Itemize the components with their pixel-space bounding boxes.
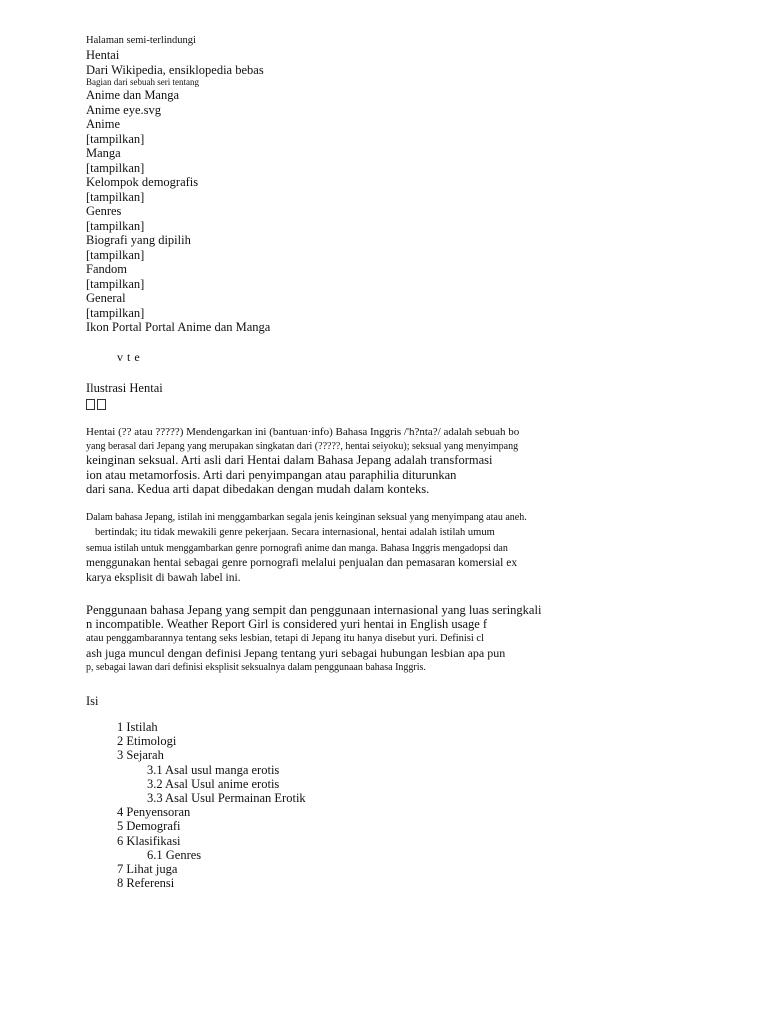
page-title: Hentai xyxy=(86,48,120,62)
series-image-label[interactable]: Anime eye.svg xyxy=(86,102,161,117)
toc-subitem[interactable]: 3.3 Asal Usul Permainan Erotik xyxy=(147,791,306,806)
missing-glyph-icon xyxy=(86,397,746,411)
toc-item[interactable]: 8 Referensi xyxy=(117,876,175,891)
group-label-general: General xyxy=(86,291,126,305)
series-title[interactable]: Anime dan Manga xyxy=(86,88,180,102)
group-label-genres: Genres xyxy=(86,204,122,218)
illustration-caption: Ilustrasi Hentai xyxy=(86,380,163,395)
paragraph-usage xyxy=(86,510,746,586)
vte-talk-link[interactable]: t xyxy=(127,349,131,364)
toggle-biografi[interactable]: [tampilkan] xyxy=(86,247,145,262)
group-label-anime: Anime xyxy=(86,117,121,131)
series-note: Bagian dari sebuah seri tentang xyxy=(86,77,199,87)
text-line: bertindak; itu tidak mewakili genre pekerjaan. Secara internasional, hentai adalah istilah umum xyxy=(95,526,495,538)
toggle-demografis[interactable]: [tampilkan] xyxy=(86,189,145,204)
vte-edit-link[interactable]: e xyxy=(134,349,140,364)
toc-item[interactable]: 1 Istilah xyxy=(117,720,158,734)
toc-item[interactable]: 6 Klasifikasi xyxy=(117,833,181,848)
text-line: yang berasal dari Jepang yang merupakan singkatan dari (?????, hentai seiyoku); seksual yang menyimpang xyxy=(86,441,519,452)
missing-glyph-box xyxy=(86,399,95,410)
toggle-fandom[interactable]: [tampilkan] xyxy=(86,276,145,291)
text-line: Dalam bahasa Jepang, istilah ini menggambarkan segala jenis keinginan seksual yang menyimpang atau aneh. xyxy=(86,511,527,523)
toggle-genres[interactable]: [tampilkan] xyxy=(86,218,145,233)
text-line: keinginan seksual. Arti asli dari Hentai dalam Bahasa Jepang adalah transformasi xyxy=(86,453,493,467)
toc-subitem[interactable]: 6.1 Genres xyxy=(147,847,202,862)
paragraph-international xyxy=(86,603,746,674)
toc-item[interactable]: 2 Etimologi xyxy=(117,734,177,749)
text-line: Penggunaan bahasa Jepang yang sempit dan penggunaan internasional yang luas seringkali xyxy=(86,602,542,617)
group-label-demografis: Kelompok demografis xyxy=(86,175,199,189)
article-page xyxy=(86,34,746,890)
text-line: ion atau metamorfosis. Arti dari penyimpangan atau paraphilia diturunkan xyxy=(86,467,457,482)
vte-view-link[interactable]: v xyxy=(117,349,123,364)
paragraph-intro xyxy=(86,425,746,497)
vte-links xyxy=(86,350,746,364)
toc-item[interactable]: 3 Sejarah xyxy=(117,748,164,763)
toggle-general[interactable]: [tampilkan] xyxy=(86,305,145,320)
text-line: ash juga muncul dengan definisi Jepang tentang yuri sebagai hubungan lesbian apa pun xyxy=(86,645,506,660)
group-label-fandom: Fandom xyxy=(86,262,127,276)
toc-item[interactable]: 4 Penyensoran xyxy=(117,805,191,820)
toggle-anime[interactable]: [tampilkan] xyxy=(86,131,145,146)
illustration xyxy=(86,381,746,412)
table-of-contents xyxy=(86,720,746,890)
text-line: karya eksplisit di bawah label ini. xyxy=(86,571,241,584)
toc-item[interactable]: 7 Lihat juga xyxy=(117,862,178,877)
text-line: atau penggambarannya tentang seks lesbian, tetapi di Jepang itu hanya disebut yuri. Definisi cl xyxy=(86,632,485,644)
group-label-biografi: Biografi yang dipilih xyxy=(86,233,191,247)
toc-subitem[interactable]: 3.1 Asal usul manga erotis xyxy=(147,762,280,777)
missing-glyph-box xyxy=(97,399,106,410)
group-label-manga: Manga xyxy=(86,146,121,160)
toc-title: Isi xyxy=(86,693,99,708)
text-line: dari sana. Kedua arti dapat dibedakan dengan mudah dalam konteks. xyxy=(86,482,430,496)
text-line: p, sebagai lawan dari definisi eksplisit seksualnya dalam penggunaan bahasa Inggris. xyxy=(86,661,426,673)
toggle-manga[interactable]: [tampilkan] xyxy=(86,160,145,175)
toc-subitem[interactable]: 3.2 Asal Usul anime erotis xyxy=(147,776,280,791)
text-line: semua istilah untuk menggambarkan genre pornografi anime dan manga. Bahasa Inggris mengadopsi dan xyxy=(86,542,508,554)
series-sidebar xyxy=(86,88,746,335)
text-line: Hentai (?? atau ?????) Mendengarkan ini (bantuan·info) Bahasa Inggris /'h?nta?/ adalah sebuah bo xyxy=(86,426,520,438)
toc-item[interactable]: 5 Demografi xyxy=(117,819,181,834)
text-line: n incompatible. Weather Report Girl is considered yuri hentai in English usage f xyxy=(86,617,488,631)
portal-link[interactable]: Ikon Portal Portal Anime dan Manga xyxy=(86,320,271,334)
protection-notice: Halaman semi-terlindungi xyxy=(86,35,196,46)
page-subtitle: Dari Wikipedia, ensiklopedia bebas xyxy=(86,62,264,77)
text-line: menggunakan hentai sebagai genre pornografi melalui penjualan dan pemasaran komersial ex xyxy=(86,556,518,569)
